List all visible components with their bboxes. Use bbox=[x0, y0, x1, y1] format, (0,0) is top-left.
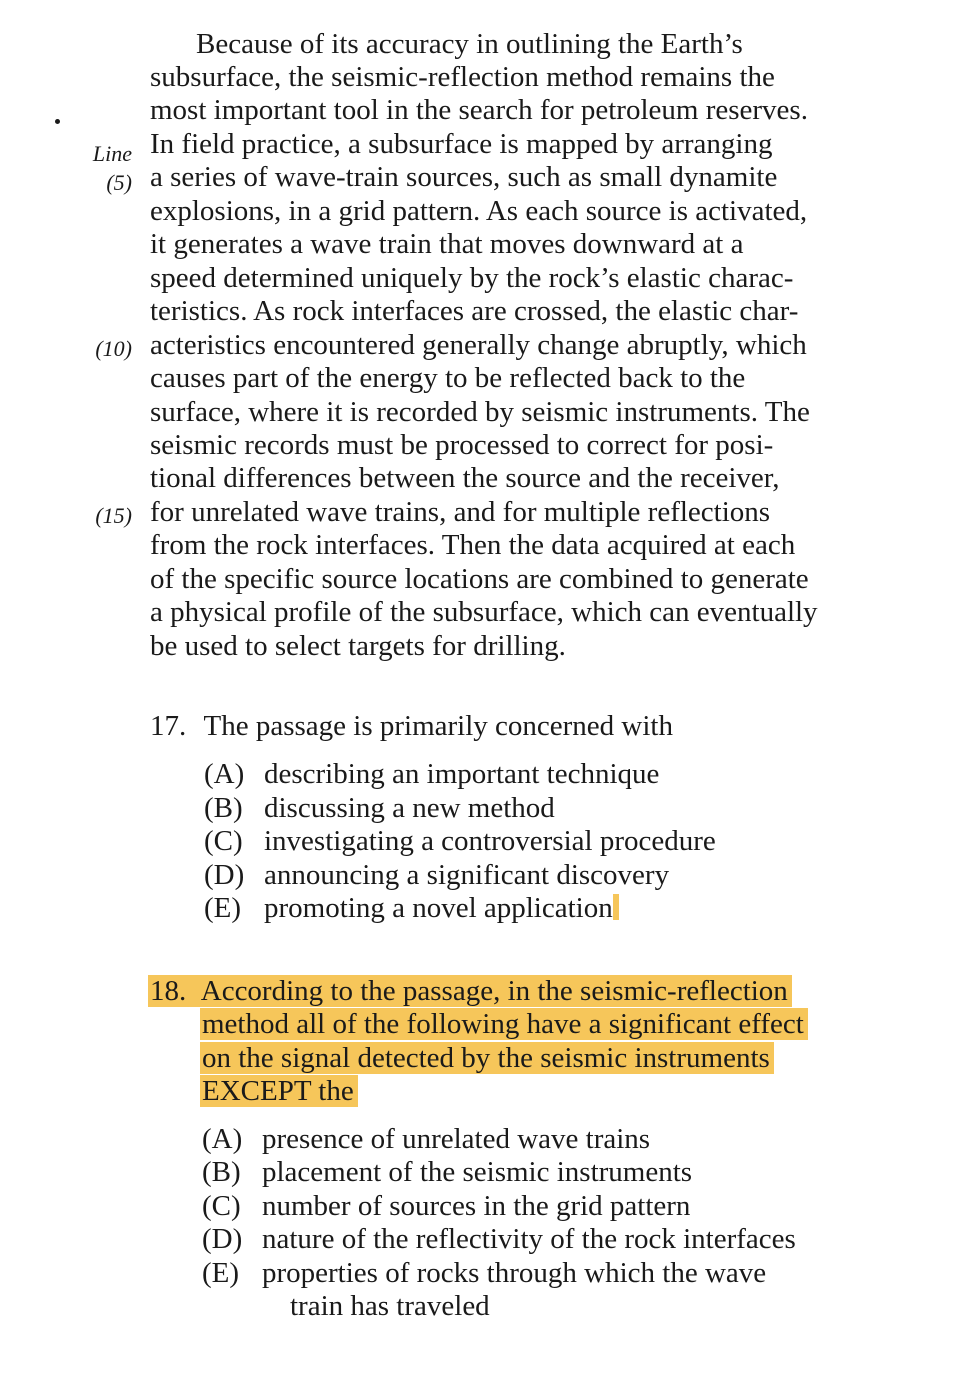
question-stem bbox=[150, 710, 673, 744]
option-text: placement of the seismic instruments bbox=[262, 1156, 693, 1188]
passage-line: surface, where it is recorded by seismic instruments. The bbox=[150, 396, 810, 428]
question-number: 18. bbox=[150, 975, 187, 1007]
option-letter: (E) bbox=[202, 1257, 240, 1289]
passage-line: acteristics encountered generally change abruptly, which bbox=[150, 329, 807, 361]
passage-line: Because of its accuracy in outlining the Earth’s bbox=[196, 28, 743, 60]
answer-option[interactable] bbox=[202, 1190, 690, 1224]
highlighted-text: on the signal detected by the seismic instruments bbox=[200, 1042, 774, 1074]
passage-line: most important tool in the search for petroleum reserves. bbox=[150, 94, 808, 126]
passage-line: for unrelated wave trains, and for multiple reflections bbox=[150, 496, 771, 528]
option-text: investigating a controversial procedure bbox=[264, 825, 716, 857]
answer-option[interactable] bbox=[202, 1123, 650, 1157]
answer-option[interactable] bbox=[202, 1257, 766, 1291]
option-letter: (A) bbox=[202, 1123, 243, 1155]
option-letter: (D) bbox=[204, 859, 245, 891]
highlighted-text bbox=[148, 975, 792, 1007]
passage-line: be used to select targets for drilling. bbox=[150, 630, 566, 662]
option-text: nature of the reflectivity of the rock interfaces bbox=[262, 1223, 796, 1255]
margin-dot bbox=[55, 119, 60, 124]
answer-option[interactable] bbox=[204, 859, 669, 893]
answer-option[interactable] bbox=[202, 1223, 796, 1257]
option-letter: (D) bbox=[202, 1223, 243, 1255]
passage-line: explosions, in a grid pattern. As each source is activated, bbox=[150, 195, 808, 227]
option-letter: (C) bbox=[202, 1190, 241, 1222]
passage-line: from the rock interfaces. Then the data acquired at each bbox=[150, 529, 796, 561]
question-stem-line bbox=[148, 975, 792, 1009]
passage-line: teristics. As rock interfaces are crossed, the elastic char- bbox=[150, 295, 799, 327]
question-stem-line bbox=[200, 1075, 358, 1109]
option-text: promoting a novel application bbox=[264, 892, 613, 924]
passage-line: a physical profile of the subsurface, which can eventually bbox=[150, 596, 818, 628]
passage-line: In field practice, a subsurface is mapped by arranging bbox=[150, 128, 773, 160]
option-text: properties of rocks through which the wave bbox=[262, 1257, 767, 1289]
answer-option[interactable] bbox=[204, 758, 659, 792]
passage-line: it generates a wave train that moves downward at a bbox=[150, 228, 744, 260]
option-letter: (E) bbox=[204, 892, 242, 924]
question-number: 17. bbox=[150, 710, 187, 742]
option-text: discussing a new method bbox=[264, 792, 555, 824]
passage-line: causes part of the energy to be reflected back to the bbox=[150, 362, 746, 394]
passage-line: tional differences between the source and the receiver, bbox=[150, 462, 780, 494]
answer-option[interactable] bbox=[202, 1156, 692, 1190]
question-text: The passage is primarily concerned with bbox=[203, 710, 673, 742]
line-marker: (10) bbox=[95, 336, 132, 361]
question-text: According to the passage, in the seismic-reflection bbox=[200, 975, 788, 1007]
passage-line: of the specific source locations are combined to generate bbox=[150, 563, 809, 595]
line-marker: (15) bbox=[95, 503, 132, 528]
option-letter: (A) bbox=[204, 758, 245, 790]
option-text: announcing a significant discovery bbox=[264, 859, 670, 891]
option-text: describing an important technique bbox=[264, 758, 660, 790]
passage-line: seismic records must be processed to correct for posi- bbox=[150, 429, 774, 461]
option-letter: (C) bbox=[204, 825, 243, 857]
answer-option[interactable] bbox=[204, 825, 716, 859]
highlighted-text: method all of the following have a significant effect bbox=[200, 1008, 808, 1040]
option-letter: (B) bbox=[204, 792, 243, 824]
passage-line: speed determined uniquely by the rock’s elastic charac- bbox=[150, 262, 794, 294]
answer-option[interactable] bbox=[204, 792, 555, 826]
passage-line: a series of wave-train sources, such as small dynamite bbox=[150, 161, 778, 193]
answer-option[interactable] bbox=[204, 892, 619, 926]
option-continuation: train has traveled bbox=[290, 1290, 490, 1322]
passage-line: subsurface, the seismic-reflection method remains the bbox=[150, 61, 775, 93]
option-text: number of sources in the grid pattern bbox=[262, 1190, 691, 1222]
line-marker: (5) bbox=[106, 170, 132, 195]
question-stem-line bbox=[200, 1042, 774, 1076]
option-text: presence of unrelated wave trains bbox=[262, 1123, 651, 1155]
highlighted-text: EXCEPT the bbox=[200, 1075, 358, 1107]
question-stem-line bbox=[200, 1008, 808, 1042]
highlight-mark bbox=[613, 894, 619, 920]
line-marker: Line bbox=[92, 141, 132, 166]
option-letter: (B) bbox=[202, 1156, 241, 1188]
